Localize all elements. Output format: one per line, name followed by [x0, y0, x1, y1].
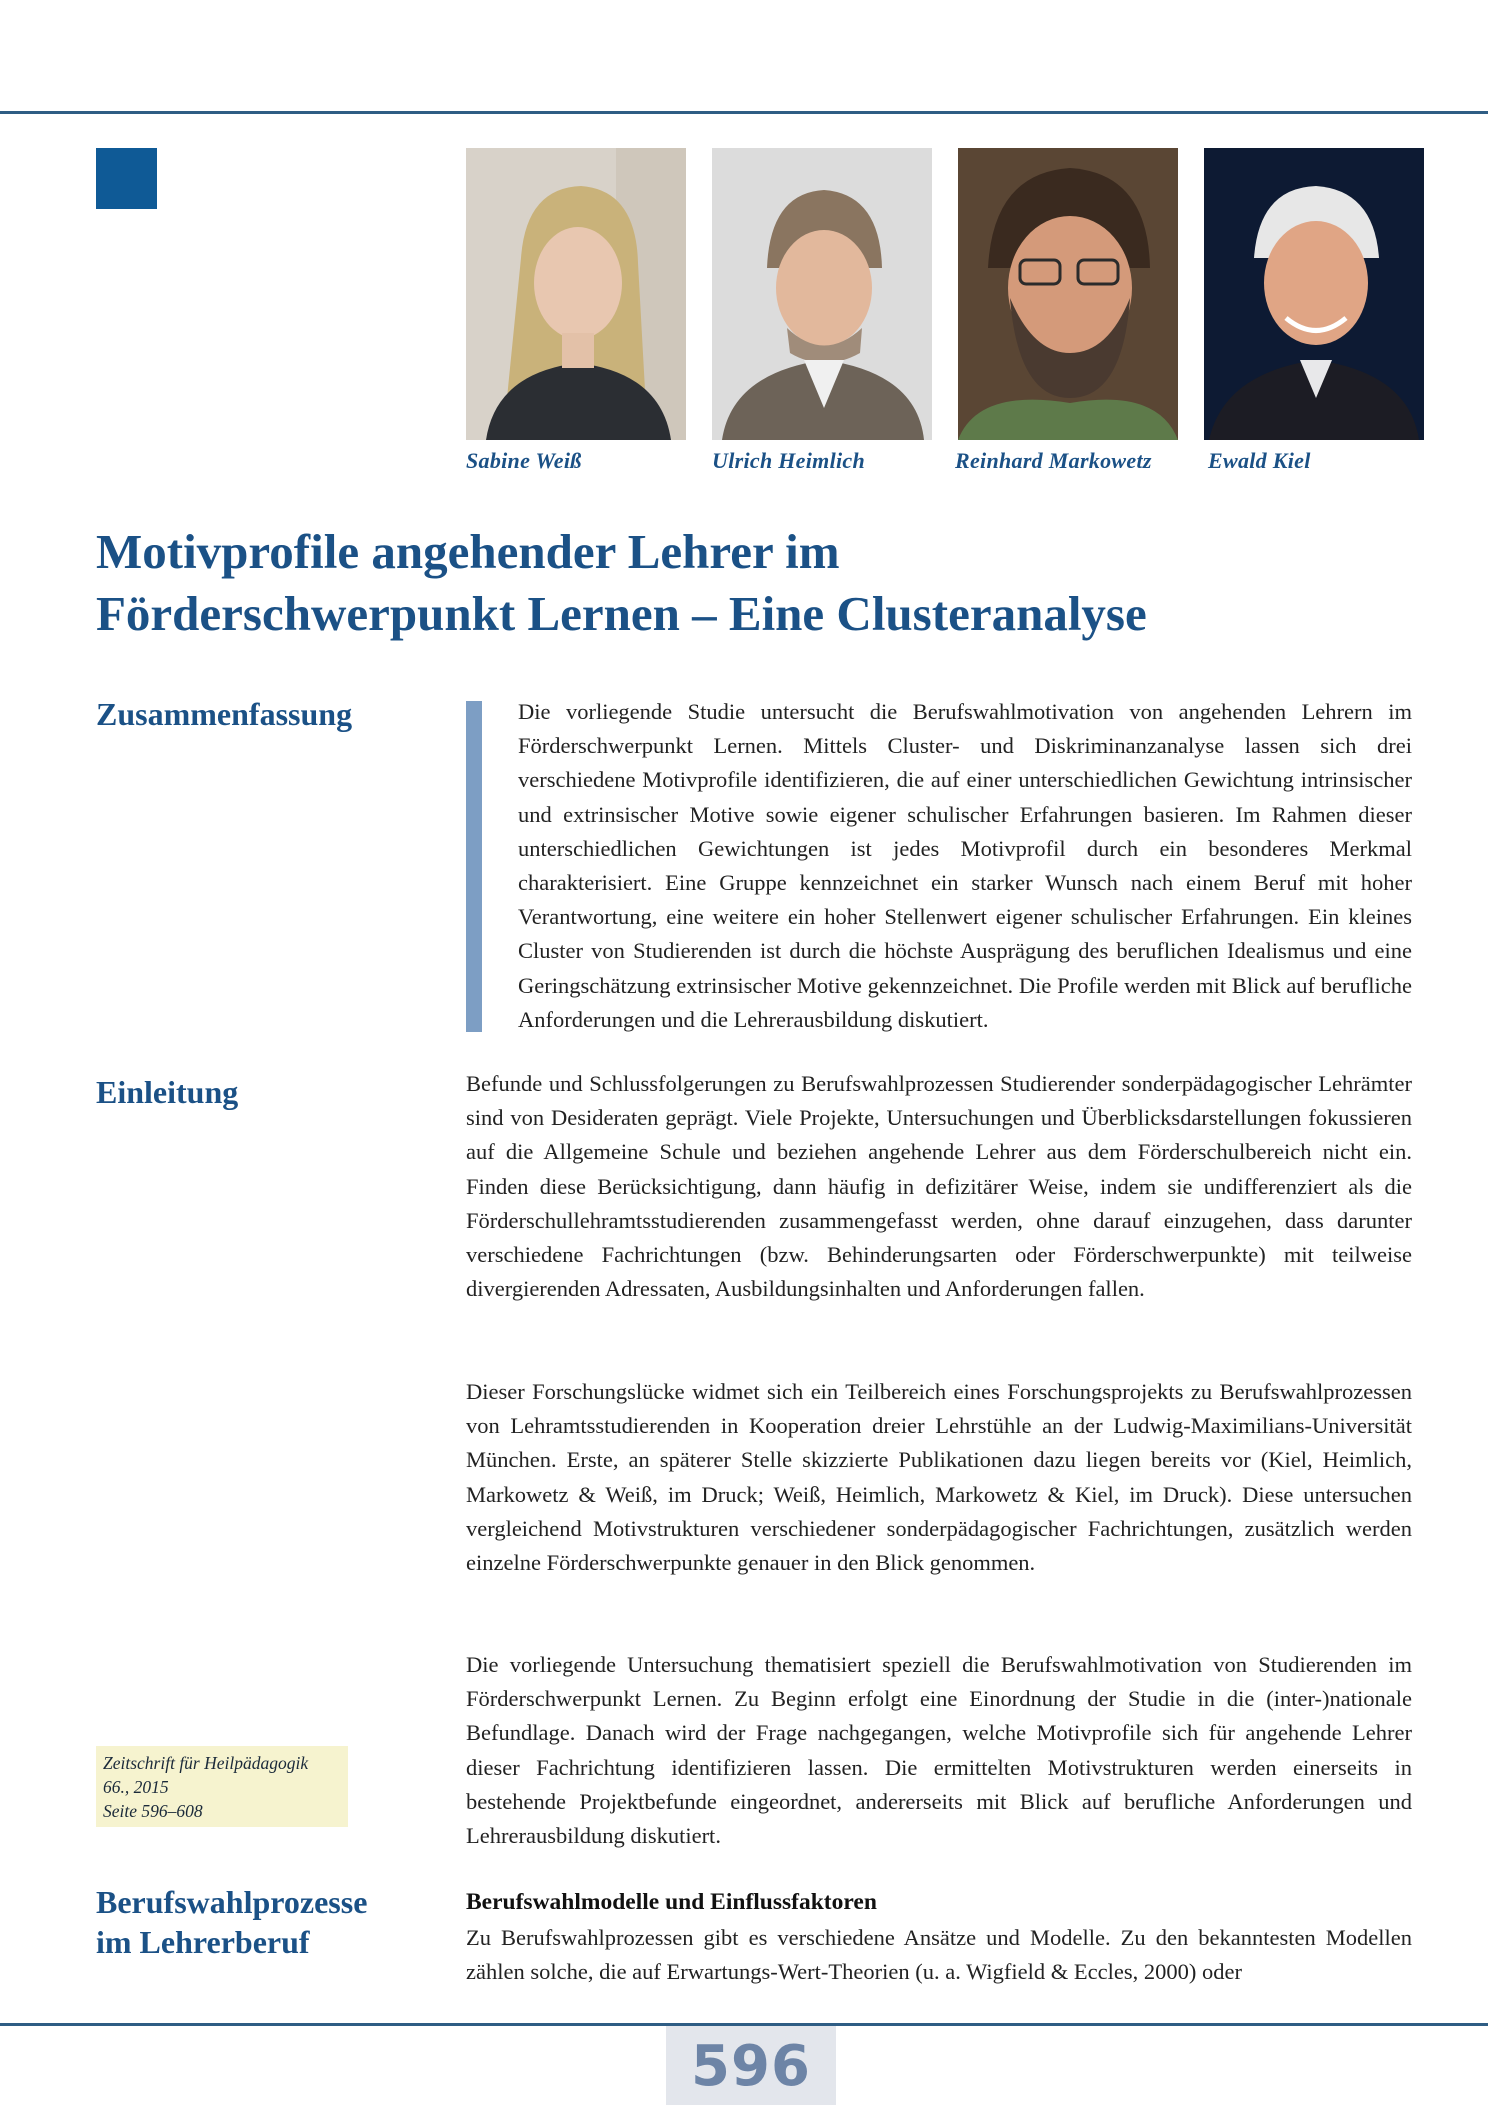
top-rule — [0, 111, 1488, 114]
career-heading — [96, 1882, 367, 1962]
author-photo-4 — [1204, 148, 1424, 440]
author-name-4: Ewald Kiel — [1208, 448, 1311, 473]
abstract-text: Die vorliegende Studie untersucht die Berufswahlmotivation von angehenden Lehrern im Förderschwerpunkt Lernen. Mittels Cluster- und Diskriminanzanalyse lassen sich drei verschiedene Motivprofile identifizieren, die auf einer unterschiedlichen Gewichtung intrinsischer und extrinsischer Motive sowie eigener schulischer Erfahrungen basieren. Im Rahmen dieser unterschiedlichen Gewichtungen ist jedes Motivprofil durch ein besonderes Merkmal charakterisiert. Eine Gruppe kennzeichnet ein starker Wunsch nach einem Beruf mit hoher Verantwortung, eine weitere ein hoher Stellenwert eigener schulischer Erfahrungen. Ein kleines Cluster von Studierenden ist durch die höchste Ausprägung des beruflichen Idealismus und eine Geringschätzung extrinsischer Motive gekennzeichnet. Die Profile werden mit Blick auf berufliche Anforderungen und die Lehrerausbildung diskutiert. — [518, 699, 1412, 1032]
intro-paragraph-1: Befunde und Schlussfolgerungen zu Berufswahlprozessen Studierender sonderpädagogischer Lehrämter sind von Desideraten geprägt. Viele Projekte, Untersuchungen und Überblicksdarstellungen fokussieren auf die Allgemeine Schule und beziehen angehende Lehrer aus dem Förderschulbereich nicht ein. Finden diese Berücksichtigung, dann häufig in defizitärer Weise, indem sie undifferenziert als die Förderschullehramtsstudierenden zusammengefasst werden, ohne darauf einzugehen, dass darunter verschiedene Fachrichtungen (bzw. Behinderungsarten oder Förderschwerpunkte) mit teilweise divergierenden Adressaten, Ausbildungsinhalten und Anforderungen fallen. — [466, 1071, 1412, 1302]
intro-paragraph-2: Dieser Forschungslücke widmet sich ein Teilbereich eines Forschungsprojekts zu Berufswahlprozessen von Lehramtsstudierenden in Kooperation dreier Lehrstühle an der Ludwig-Maximilians-Universität München. Erste, an späterer Stelle skizzierte Publikationen dazu liegen bereits vor (Kiel, Heimlich, Markowetz & Weiß, im Druck; Weiß, Heimlich, Markowetz & Kiel, im Druck). Diese untersuchen vergleichend Motivstrukturen verschiedener sonderpädagogischer Fachrichtungen, zusätzlich werden einzelne Förderschwerpunkte genauer in den Blick genommen. — [466, 1379, 1412, 1576]
page-number-box — [666, 2026, 836, 2105]
journal-citation-box — [96, 1746, 348, 1827]
page-number: 596 — [691, 2034, 811, 2099]
abstract-accent-bar — [466, 701, 482, 1032]
career-heading-line-1: Berufswahlprozesse — [96, 1884, 368, 1920]
intro-paragraph-3: Die vorliegende Untersuchung thematisiert speziell die Berufswahlmotivation von Studierenden im Förderschwerpunkt Lernen. Zu Beginn erfolgt eine Einordnung der Studie in die (inter-)nationale Befundlage. Danach wird der Frage nachgegangen, welche Motivprofile sich für angehende Lehrer dieser Fachrichtung identifizieren lassen. Die ermittelten Motivstrukturen werden einerseits in bestehende Projektbefunde eingeordnet, andererseits mit Blick auf berufliche Anforderungen und Lehrerausbildung diskutiert. — [466, 1652, 1412, 1849]
author-name-2: Ulrich Heimlich — [712, 448, 865, 473]
summary-heading: Zusammenfassung — [96, 696, 353, 732]
author-photo-1 — [466, 148, 686, 440]
author-photo-3 — [958, 148, 1178, 440]
author-name-1: Sabine Weiß — [466, 448, 582, 473]
subsection-heading: Berufswahlmodelle und Einflussfaktoren — [466, 1889, 877, 1915]
citation-journal: Zeitschrift für Heilpädagogik — [103, 1753, 309, 1773]
intro-heading: Einleitung — [96, 1074, 239, 1110]
citation-volume: 66., 2015 — [103, 1777, 169, 1797]
section-marker-square — [96, 148, 157, 209]
subsection-paragraph: Zu Berufswahlprozessen gibt es verschiedene Ansätze und Modelle. Zu den bekanntesten Modellen zählen solche, die auf Erwartungs-Wert-Theorien (u. a. Wigfield & Eccles, 2000) oder — [466, 1925, 1412, 1985]
article-title — [96, 521, 1396, 645]
author-name-3: Reinhard Markowetz — [955, 448, 1152, 473]
citation-pages: Seite 596–608 — [103, 1801, 203, 1821]
article-title-line-2: Förderschwerpunkt Lernen – Eine Clusteranalyse — [96, 586, 1147, 641]
article-title-line-1: Motivprofile angehender Lehrer im — [96, 524, 840, 579]
career-heading-line-2: im Lehrerberuf — [96, 1924, 310, 1960]
author-photo-2 — [712, 148, 932, 440]
